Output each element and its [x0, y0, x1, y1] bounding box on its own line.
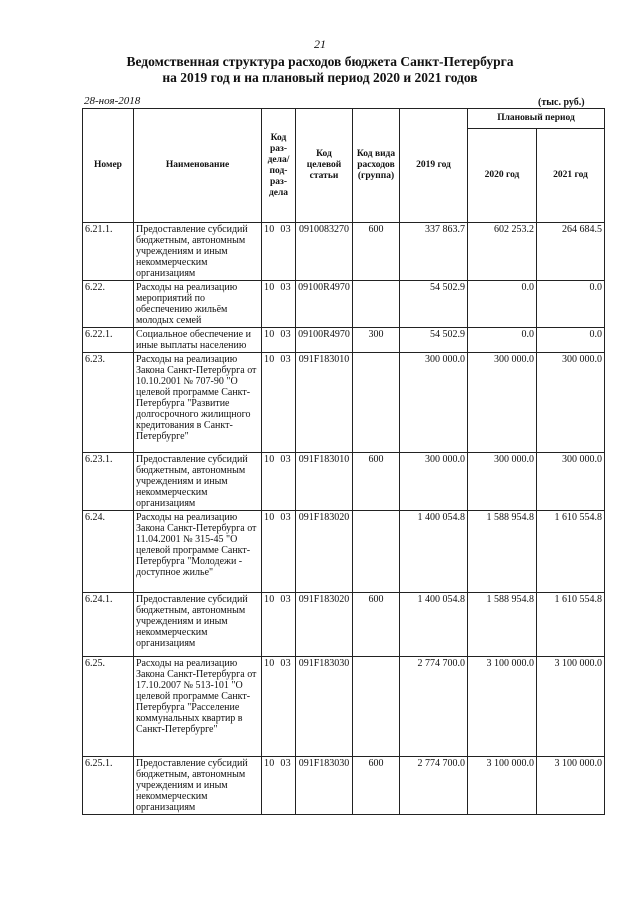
- row-section-code: [262, 757, 296, 815]
- row-name: Предоставление субсидий бюджетным, автономным учреждениям и иным некоммерческим организациям: [134, 757, 262, 815]
- row-section-code: [262, 453, 296, 511]
- budget-table: [82, 108, 605, 815]
- row-amount-2019: 54 502.9: [400, 281, 468, 328]
- row-number: 6.23.: [83, 353, 134, 453]
- row-name: Расходы на реализацию Закона Санкт-Петербурга от 10.10.2001 № 707-90 "О целевой программе Санкт-Петербурга "Развитие долгосрочного жилищного кредитования в Санкт-Петербурге": [134, 353, 262, 453]
- row-razdel: 10: [264, 758, 275, 769]
- row-razdel: 10: [264, 282, 275, 293]
- row-razdel: 10: [264, 512, 275, 523]
- table-row: [83, 353, 605, 453]
- title-line-2: на 2019 год и на плановый период 2020 и 2021 годов: [162, 70, 478, 85]
- row-podrazdel: 03: [280, 512, 291, 523]
- row-amount-2020: 602 253.2: [468, 223, 537, 281]
- row-expense-kind: 600: [353, 453, 400, 511]
- header-2020: 2020 год: [468, 129, 537, 223]
- header-section-code: Код раз-дела/под-раз-дела: [262, 109, 296, 223]
- row-section-code: [262, 223, 296, 281]
- row-target-code: 091F183010: [296, 353, 353, 453]
- row-amount-2020: 300 000.0: [468, 353, 537, 453]
- row-number: 6.22.1.: [83, 328, 134, 353]
- row-name: Расходы на реализацию мероприятий по обеспечению жильём молодых семей: [134, 281, 262, 328]
- row-number: 6.21.1.: [83, 223, 134, 281]
- row-name: Предоставление субсидий бюджетным, автономным учреждениям и иным некоммерческим организациям: [134, 223, 262, 281]
- row-podrazdel: 03: [280, 329, 291, 340]
- row-amount-2020: 0.0: [468, 281, 537, 328]
- table-row: [83, 511, 605, 593]
- row-target-code: 09100R4970: [296, 281, 353, 328]
- row-expense-kind: 600: [353, 757, 400, 815]
- table-row: [83, 453, 605, 511]
- row-amount-2019: 337 863.7: [400, 223, 468, 281]
- row-podrazdel: 03: [280, 758, 291, 769]
- row-amount-2019: 300 000.0: [400, 453, 468, 511]
- row-podrazdel: 03: [280, 354, 291, 365]
- row-amount-2021: 0.0: [537, 281, 605, 328]
- row-amount-2021: 3 100 000.0: [537, 757, 605, 815]
- title-line-1: Ведомственная структура расходов бюджета Санкт-Петербурга: [126, 54, 514, 69]
- header-2019: 2019 год: [400, 109, 468, 223]
- header-name: Наименование: [134, 109, 262, 223]
- row-amount-2021: 1 610 554.8: [537, 593, 605, 657]
- row-target-code: 091F183030: [296, 657, 353, 757]
- row-razdel: 10: [264, 454, 275, 465]
- row-amount-2021: 0.0: [537, 328, 605, 353]
- row-number: 6.24.: [83, 511, 134, 593]
- units-label: (тыс. руб.): [538, 97, 585, 108]
- page-number: 21: [314, 37, 326, 51]
- row-amount-2019: 54 502.9: [400, 328, 468, 353]
- row-section-code: [262, 281, 296, 328]
- row-razdel: 10: [264, 658, 275, 669]
- row-expense-kind: [353, 657, 400, 757]
- row-name: Расходы на реализацию Закона Санкт-Петербурга от 17.10.2007 № 513-101 "О целевой программе Санкт-Петербурга "Расселение коммунальных квартир в Санкт-Петербурге": [134, 657, 262, 757]
- row-amount-2021: 3 100 000.0: [537, 657, 605, 757]
- row-amount-2019: 300 000.0: [400, 353, 468, 453]
- row-razdel: 10: [264, 594, 275, 605]
- row-section-code: [262, 593, 296, 657]
- row-podrazdel: 03: [280, 454, 291, 465]
- header-planned-period: Плановый период: [468, 109, 605, 129]
- row-expense-kind: [353, 511, 400, 593]
- row-amount-2019: 1 400 054.8: [400, 511, 468, 593]
- row-name: Предоставление субсидий бюджетным, автономным учреждениям и иным некоммерческим организациям: [134, 453, 262, 511]
- row-number: 6.23.1.: [83, 453, 134, 511]
- row-target-code: 0910083270: [296, 223, 353, 281]
- table-row: [83, 657, 605, 757]
- row-amount-2020: 1 588 954.8: [468, 593, 537, 657]
- row-amount-2021: 300 000.0: [537, 353, 605, 453]
- row-target-code: 091F183020: [296, 511, 353, 593]
- row-target-code: 091F183010: [296, 453, 353, 511]
- row-section-code: [262, 657, 296, 757]
- row-podrazdel: 03: [280, 282, 291, 293]
- row-target-code: 091F183030: [296, 757, 353, 815]
- row-section-code: [262, 328, 296, 353]
- row-amount-2019: 2 774 700.0: [400, 657, 468, 757]
- row-amount-2020: 1 588 954.8: [468, 511, 537, 593]
- row-expense-kind: 300: [353, 328, 400, 353]
- row-section-code: [262, 353, 296, 453]
- table-row: [83, 223, 605, 281]
- header-number: Номер: [83, 109, 134, 223]
- header-2021: 2021 год: [537, 129, 605, 223]
- row-section-code: [262, 511, 296, 593]
- header-expense-kind: Код вида расходов (группа): [353, 109, 400, 223]
- row-expense-kind: [353, 353, 400, 453]
- row-razdel: 10: [264, 354, 275, 365]
- row-amount-2020: 0.0: [468, 328, 537, 353]
- table-row: [83, 328, 605, 353]
- row-amount-2021: 1 610 554.8: [537, 511, 605, 593]
- row-name: Расходы на реализацию Закона Санкт-Петербурга от 11.04.2001 № 315-45 "О целевой программе Санкт-Петербурга "Молодежи - доступное жилье": [134, 511, 262, 593]
- row-number: 6.24.1.: [83, 593, 134, 657]
- row-name: Социальное обеспечение и иные выплаты населению: [134, 328, 262, 353]
- row-podrazdel: 03: [280, 658, 291, 669]
- row-amount-2019: 1 400 054.8: [400, 593, 468, 657]
- row-razdel: 10: [264, 224, 275, 235]
- document-title: [60, 54, 580, 86]
- row-number: 6.22.: [83, 281, 134, 328]
- document-date: 28-ноя-2018: [84, 95, 141, 107]
- row-amount-2021: 264 684.5: [537, 223, 605, 281]
- row-target-code: 091F183020: [296, 593, 353, 657]
- row-podrazdel: 03: [280, 594, 291, 605]
- table-row: [83, 757, 605, 815]
- row-amount-2019: 2 774 700.0: [400, 757, 468, 815]
- row-podrazdel: 03: [280, 224, 291, 235]
- row-name: Предоставление субсидий бюджетным, автономным учреждениям и иным некоммерческим организациям: [134, 593, 262, 657]
- header-target-code: Код целевой статьи: [296, 109, 353, 223]
- row-razdel: 10: [264, 329, 275, 340]
- row-amount-2021: 300 000.0: [537, 453, 605, 511]
- table-row: [83, 593, 605, 657]
- row-number: 6.25.: [83, 657, 134, 757]
- row-expense-kind: [353, 281, 400, 328]
- table-row: [83, 281, 605, 328]
- row-amount-2020: 3 100 000.0: [468, 657, 537, 757]
- row-expense-kind: 600: [353, 223, 400, 281]
- row-expense-kind: 600: [353, 593, 400, 657]
- row-number: 6.25.1.: [83, 757, 134, 815]
- row-amount-2020: 300 000.0: [468, 453, 537, 511]
- row-target-code: 09100R4970: [296, 328, 353, 353]
- row-amount-2020: 3 100 000.0: [468, 757, 537, 815]
